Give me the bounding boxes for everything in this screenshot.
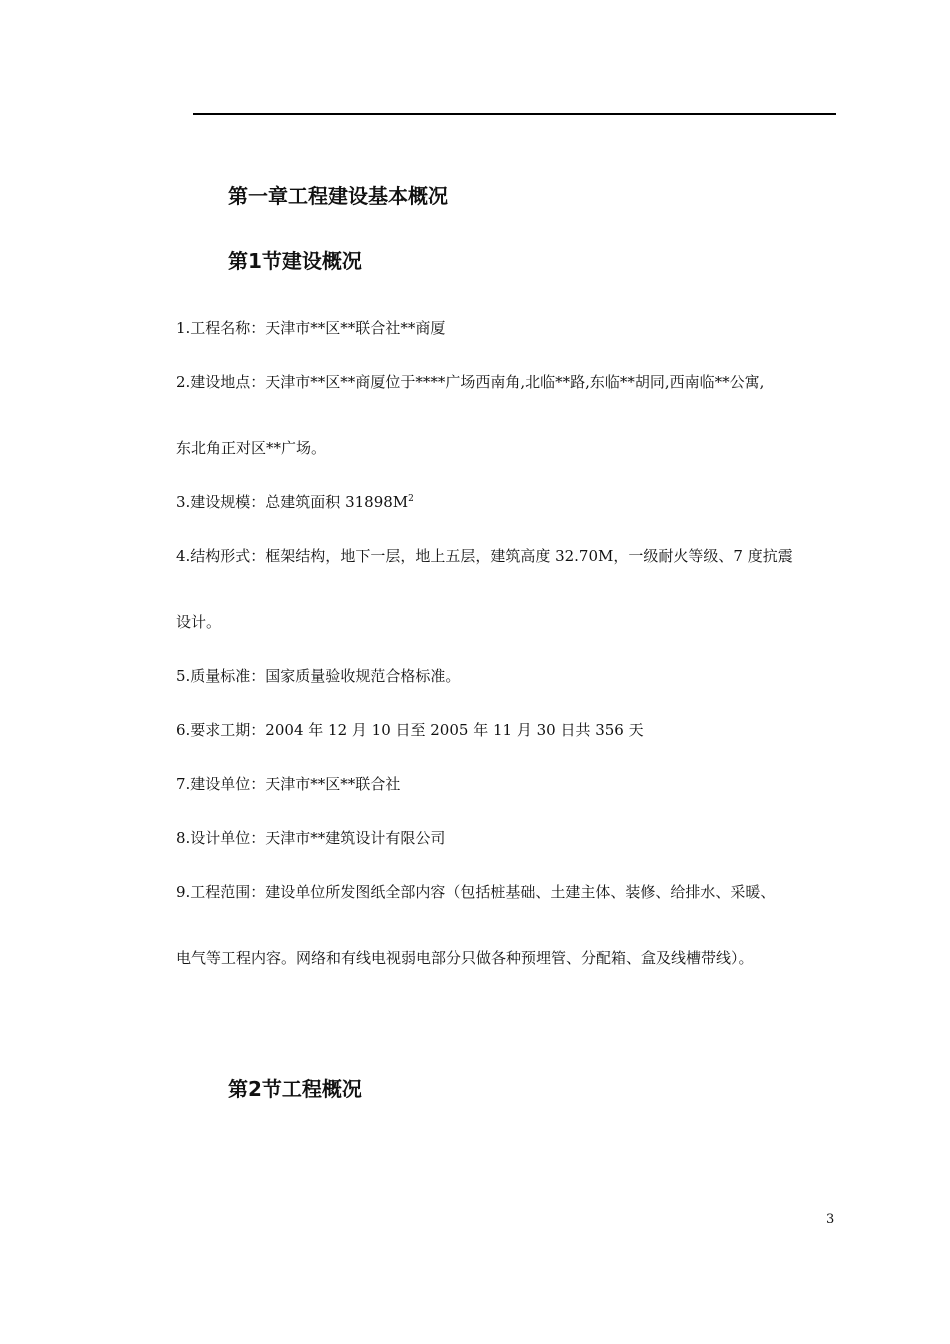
chapter-title: 第一章工程建设基本概况 bbox=[228, 184, 448, 208]
item-scope-line2: 电气等工程内容。网络和有线电视弱电部分只做各种预埋管、分配箱、盒及线槽带线）。 bbox=[176, 949, 754, 967]
item-schedule: 6.要求工期：2004 年 12 月 10 日至 2005 年 11 月 30 日共 356 天 bbox=[176, 721, 644, 739]
item-scale-text: 3.建设规模：总建筑面积 31898M bbox=[176, 493, 409, 511]
item-owner: 7.建设单位：天津市**区**联合社 bbox=[176, 775, 401, 793]
page-number: 3 bbox=[826, 1212, 835, 1227]
section-2-title: 第2节工程概况 bbox=[228, 1077, 362, 1101]
item-scope-line1: 9.工程范围：建设单位所发图纸全部内容（包括桩基础、土建主体、装修、给排水、采暖、 bbox=[176, 883, 776, 901]
item-designer: 8.设计单位：天津市**建筑设计有限公司 bbox=[176, 829, 446, 847]
header-rule bbox=[193, 113, 836, 115]
item-structure-line1: 4.结构形式：框架结构，地下一层，地上五层，建筑高度 32.70M，一级耐火等级、7 度抗震 bbox=[176, 547, 793, 565]
item-scale-superscript: 2 bbox=[408, 494, 414, 504]
item-scale bbox=[176, 492, 414, 512]
section-1-title: 第1节建设概况 bbox=[228, 249, 362, 273]
item-structure-line2: 设计。 bbox=[176, 613, 222, 631]
item-project-name: 1.工程名称：天津市**区**联合社**商厦 bbox=[176, 319, 446, 337]
item-quality: 5.质量标准：国家质量验收规范合格标准。 bbox=[176, 667, 461, 685]
item-location-line1: 2.建设地点：天津市**区**商厦位于****广场西南角,北临**路,东临**胡同,西南临**公寓, bbox=[176, 373, 765, 391]
item-location-line2: 东北角正对区**广场。 bbox=[176, 439, 327, 457]
